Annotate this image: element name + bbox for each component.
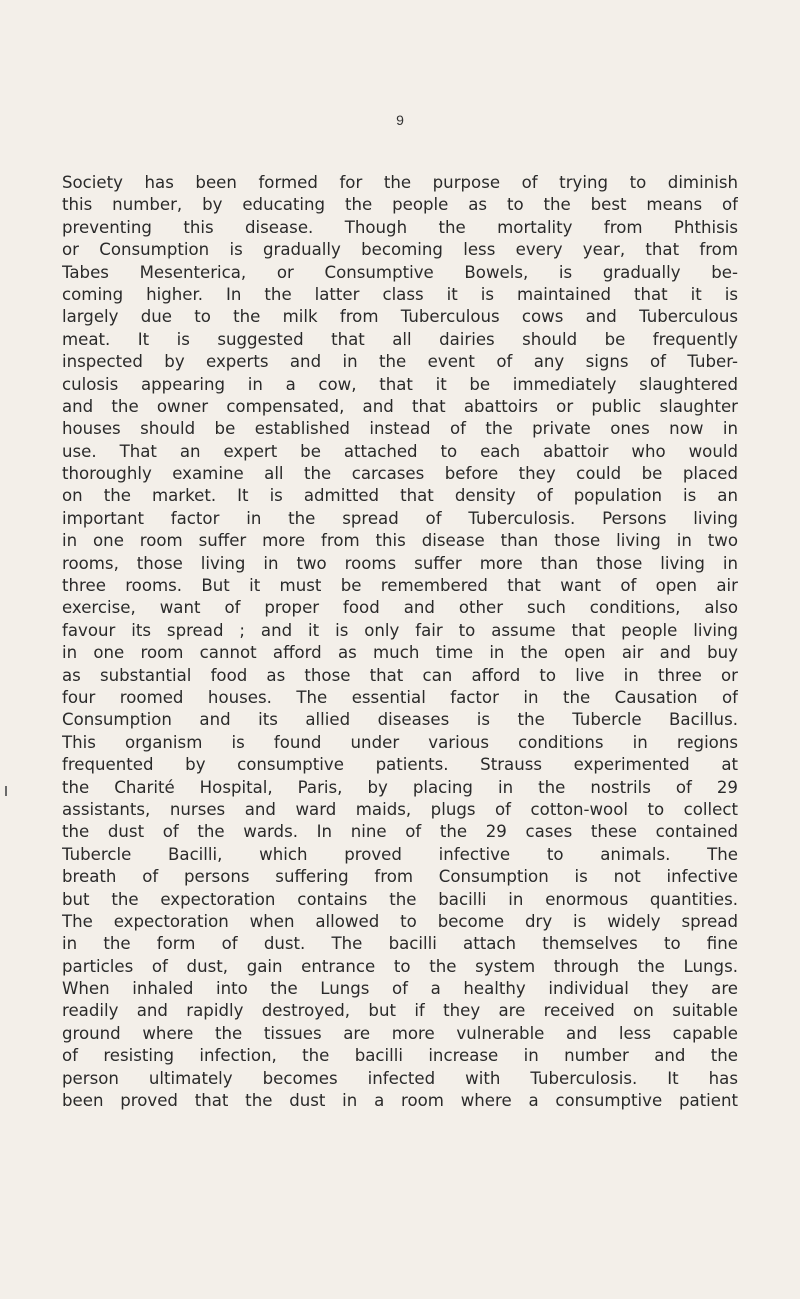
text-line: readily and rapidly destroyed, but if they are received on suitable	[62, 1001, 738, 1021]
text-line: important factor in the spread of Tuberculosis. Persons living	[62, 508, 738, 528]
text-line: particles of dust, gain entrance to the system through the Lungs.	[62, 956, 738, 976]
text-line: as substantial food as those that can afford to live in three or	[62, 665, 738, 685]
text-line: Tabes Mesenterica, or Consumptive Bowels, is gradually be-	[62, 262, 738, 282]
body-paragraph	[62, 172, 738, 1112]
text-line: on the market. It is admitted that density of population is an	[62, 486, 738, 506]
text-line: inspected by experts and in the event of any signs of Tuber-	[62, 352, 738, 372]
text-line: Tubercle Bacilli, which proved infective to animals. The	[62, 844, 738, 864]
text-line: three rooms. But it must be remembered that want of open air	[62, 576, 738, 596]
text-line: culosis appearing in a cow, that it be immediately slaughtered	[62, 374, 738, 394]
text-line: but the expectoration contains the bacilli in enormous quantities.	[62, 889, 738, 909]
text-line: this number, by educating the people as to the best means of	[62, 195, 738, 215]
text-line: Consumption and its allied diseases is the Tubercle Bacillus.	[62, 710, 738, 730]
text-line: meat. It is suggested that all dairies should be frequently	[62, 329, 738, 349]
text-line: in one room cannot afford as much time in the open air and buy	[62, 643, 738, 663]
text-line: of resisting infection, the bacilli increase in number and the	[62, 1046, 738, 1066]
text-line: breath of persons suffering from Consumption is not infective	[62, 867, 738, 887]
text-line: favour its spread ; and it is only fair to assume that people living	[62, 620, 738, 640]
text-line: coming higher. In the latter class it is maintained that it is	[62, 284, 738, 304]
text-line: in one room suffer more from this disease than those living in two	[62, 531, 738, 551]
text-line: ground where the tissues are more vulnerable and less capable	[62, 1023, 738, 1043]
text-line: thoroughly examine all the carcases before they could be placed	[62, 464, 738, 484]
text-line: frequented by consumptive patients. Strauss experimented at	[62, 755, 738, 775]
margin-mark	[5, 786, 7, 796]
text-line: houses should be established instead of the private ones now in	[62, 419, 738, 439]
text-line: and the owner compensated, and that abattoirs or public slaughter	[62, 396, 738, 416]
text-line: The expectoration when allowed to become dry is widely spread	[62, 911, 738, 931]
text-line: Society has been formed for the purpose of trying to diminish	[62, 173, 738, 192]
text-line: person ultimately becomes infected with Tuberculosis. It has	[62, 1068, 738, 1088]
text-line: assistants, nurses and ward maids, plugs of cotton-wool to collect	[62, 799, 738, 819]
text-line: When inhaled into the Lungs of a healthy individual they are	[62, 979, 738, 999]
text-line: in the form of dust. The bacilli attach themselves to fine	[62, 934, 738, 954]
page-number: 9	[396, 112, 404, 128]
text-line: four roomed houses. The essential factor in the Causation of	[62, 687, 738, 707]
text-line: preventing this disease. Though the mortality from Phthisis	[62, 217, 738, 237]
text-line: the Charité Hospital, Paris, by placing in the nostrils of 29	[62, 777, 738, 797]
text-line: rooms, those living in two rooms suffer more than those living in	[62, 553, 738, 573]
text-line: This organism is found under various conditions in regions	[62, 732, 738, 752]
text-line: the dust of the wards. In nine of the 29 cases these contained	[62, 822, 738, 842]
text-line: exercise, want of proper food and other such conditions, also	[62, 598, 738, 618]
text-line: been proved that the dust in a room where a consumptive patient	[62, 1091, 738, 1111]
text-line: or Consumption is gradually becoming less every year, that from	[62, 240, 738, 260]
text-line: use. That an expert be attached to each abattoir who would	[62, 441, 738, 461]
text-line: largely due to the milk from Tuberculous cows and Tuberculous	[62, 307, 738, 327]
